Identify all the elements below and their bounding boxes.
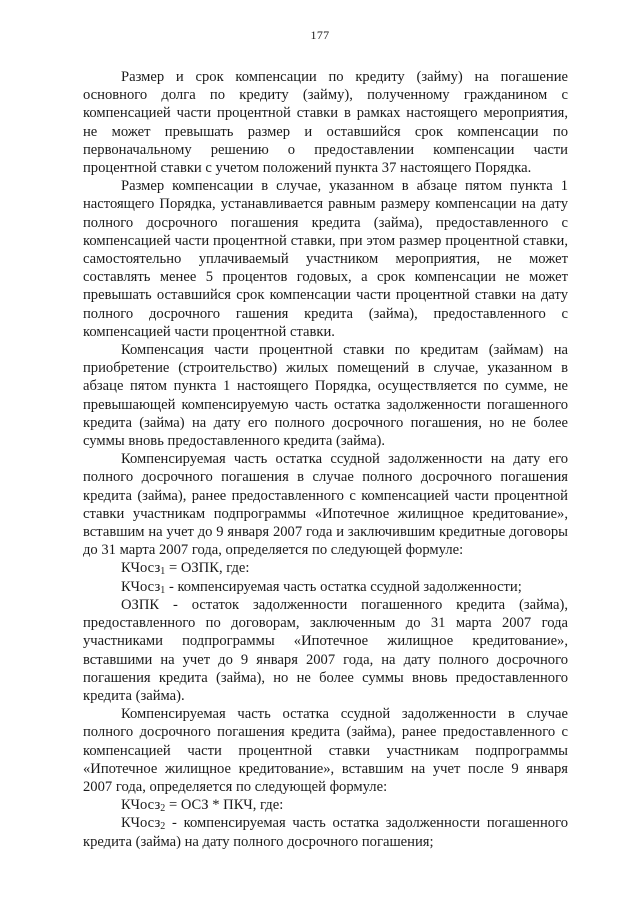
definition-kchosz2 bbox=[83, 814, 568, 850]
page-number: 177 bbox=[310, 28, 330, 42]
definition-3-subscript: 2 bbox=[160, 821, 166, 833]
formula-1-subscript: 1 bbox=[160, 566, 166, 578]
formula-1 bbox=[83, 559, 568, 577]
definition-1-subscript: 1 bbox=[160, 584, 166, 596]
paragraph-loan-term: Размер и срок компенсации по кредиту (займу) на погашение основного долга по кредиту (займу), полученному гражданином с компенсацией части процентной ставки в рамках настоящего мероприятия, не может превышать размер и оставшийся срок компенсации по первоначальному решению о предоставлении компенсации части процентной ставки с учетом положений пункта 37 настоящего Порядка. bbox=[83, 69, 568, 177]
document-body bbox=[83, 68, 568, 851]
formula-1-lhs: КЧосз bbox=[121, 560, 161, 577]
formula-2-subscript: 2 bbox=[160, 803, 166, 815]
formula-1-rhs: = ОЗПК, где: bbox=[165, 560, 250, 577]
formula-2-rhs: = ОСЗ * ПКЧ, где: bbox=[165, 797, 284, 814]
paragraph-remaining-debt: Компенсируемая часть остатка ссудной задолженности на дату его полного досрочного погашения в случае полного досрочного погашения кредита (займа), ранее предоставленного с компенсацией части процентной ставки участникам подпрограммы «Ипотечное жилищное кредитование», вставшим на учет до 9 января 2007 года и заключившим кредитные договоры до 31 марта 2007 года, определяется по следующей формуле: bbox=[83, 451, 568, 559]
definition-kchosz1 bbox=[83, 578, 568, 596]
definition-3-text: - компенсируемая часть остатка задолженности погашенного кредита (займа) на дату полного досрочного погашения; bbox=[83, 815, 568, 850]
definition-ozpk: ОЗПК - остаток задолженности погашенного кредита (займа), предоставленного по договорам, заключенным до 31 марта 2007 года участниками подпрограммы «Ипотечное жилищное кредитование», вставшими на учет до 9 января 2007 года, на дату полного досрочного погашения кредита (займа), но не более суммы вновь предоставленного кредита (займа). bbox=[83, 596, 568, 704]
definition-3-term: КЧосз bbox=[121, 815, 161, 832]
paragraph-compensation-size: Размер компенсации в случае, указанном в абзаце пятом пункта 1 настоящего Порядка, устанавливается равным размеру компенсации на дату полного досрочного погашения кредита (займа), предоставленного с компенсацией части процентной ставки, при этом размер процентной ставки, самостоятельно уплачиваемый участником мероприятия, не может составлять менее 5 процентов годовых, а срок компенсации не может превышать оставшийся срок компенсации части процентной ставки на дату полного досрочного гашения кредита (займа), предоставленного с компенсацией части процентной ставки. bbox=[83, 178, 568, 340]
definition-1-term: КЧосз bbox=[121, 578, 161, 595]
paragraph-compensation-amount: Компенсация части процентной ставки по кредитам (займам) на приобретение (строительство) жилых помещений в случае, указанном в абзаце пятом пункта 1 настоящего Порядка, осуществляется по сумме, не превышающей компенсируемую часть остатка задолженности погашенного кредита (займа) на дату его полного досрочного погашения, но не более суммы вновь предоставленного кредита (займа). bbox=[83, 342, 568, 450]
formula-2-lhs: КЧосз bbox=[121, 797, 161, 814]
formula-2 bbox=[83, 796, 568, 814]
definition-1-text: - компенсируемая часть остатка ссудной задолженности; bbox=[165, 578, 522, 595]
paragraph-after-2007: Компенсируемая часть остатка ссудной задолженности в случае полного досрочного погашения кредита (займа), ранее предоставленного с компенсацией части процентной ставки участникам подпрограммы «Ипотечное жилищное кредитование», вставшим на учет после 9 января 2007 года, определяется по следующей формуле: bbox=[83, 706, 568, 795]
